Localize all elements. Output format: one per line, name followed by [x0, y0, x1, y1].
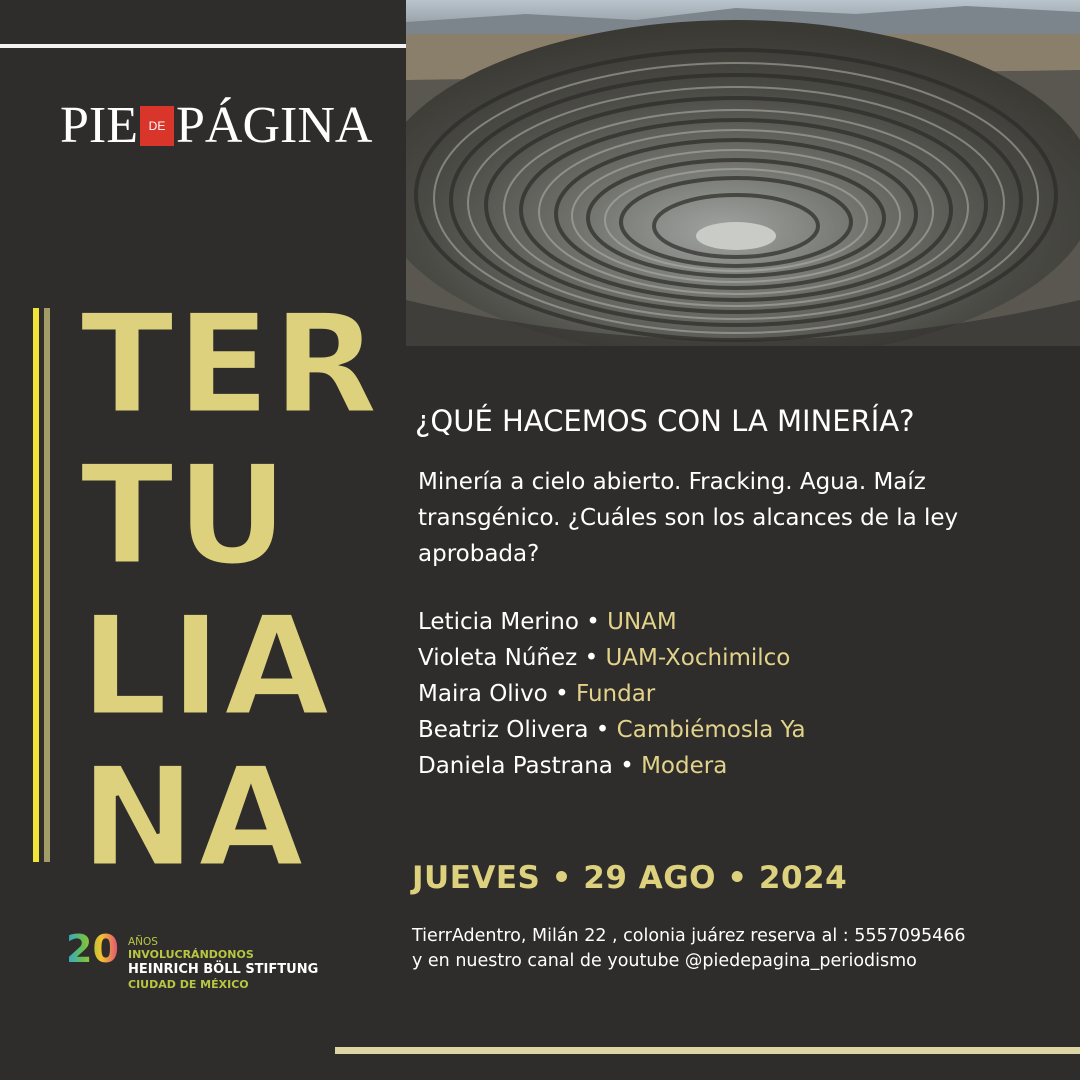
title-line-3: LIA	[80, 586, 333, 747]
logo-left: PIE	[60, 97, 138, 154]
event-date: JUEVES • 29 AGO • 2024	[412, 860, 848, 896]
event-heading: ¿QUÉ HACEMOS CON LA MINERÍA?	[415, 404, 915, 438]
speaker-name: Daniela Pastrana	[418, 753, 613, 779]
top-divider	[0, 44, 406, 48]
bottom-divider	[335, 1047, 1080, 1054]
speaker-list	[418, 604, 806, 784]
partner-anos: AÑOS	[128, 936, 158, 948]
accent-bar-khaki	[44, 308, 50, 862]
speaker-institution: Fundar	[575, 681, 656, 707]
speaker-institution: Cambiémosla Ya	[616, 717, 806, 743]
speaker-institution: UNAM	[607, 609, 677, 635]
speaker-name: Maira Olivo	[418, 681, 548, 707]
logo-right: PÁGINA	[176, 97, 373, 154]
partner-city: CIUDAD DE MÉXICO	[128, 978, 249, 991]
speaker-item	[418, 640, 806, 676]
title-line-4: NA	[80, 737, 307, 898]
title-line-2: TU	[80, 435, 291, 596]
speaker-item	[418, 712, 806, 748]
event-description: Minería a cielo abierto. Fracking. Agua. Maíz transgénico. ¿Cuáles son los alcances de la ley aprobada?	[418, 469, 959, 567]
heinrich-boll-logo	[66, 927, 326, 991]
partner-number: 20	[66, 927, 119, 971]
title-line-1: TER	[80, 284, 381, 445]
speaker-name: Leticia Merino	[418, 609, 579, 635]
partner-tagline: INVOLUCRÁNDONOS	[128, 948, 254, 961]
speaker-name: Beatriz Olivera	[418, 717, 589, 743]
speaker-item	[418, 676, 806, 712]
speaker-item	[418, 748, 806, 784]
logo-red-box: DE	[140, 106, 174, 146]
separator: •	[620, 753, 634, 779]
partner-name: HEINRICH BÖLL STIFTUNG	[128, 962, 319, 977]
pie-de-pagina-logo	[60, 98, 372, 154]
speaker-institution: Modera	[641, 753, 728, 779]
open-pit-mine-photo	[406, 0, 1080, 346]
speaker-institution: UAM-Xochimilco	[605, 645, 791, 671]
event-venue: TierrAdentro, Milán 22 , colonia juárez reserva al : 5557095466 y en nuestro canal de youtube @piedepagina_periodismo	[412, 926, 966, 971]
speaker-name: Violeta Núñez	[418, 645, 578, 671]
separator: •	[555, 681, 569, 707]
separator: •	[586, 609, 600, 635]
speaker-item	[418, 604, 806, 640]
separator: •	[584, 645, 599, 671]
separator: •	[595, 717, 610, 743]
accent-bar-yellow	[33, 308, 39, 862]
